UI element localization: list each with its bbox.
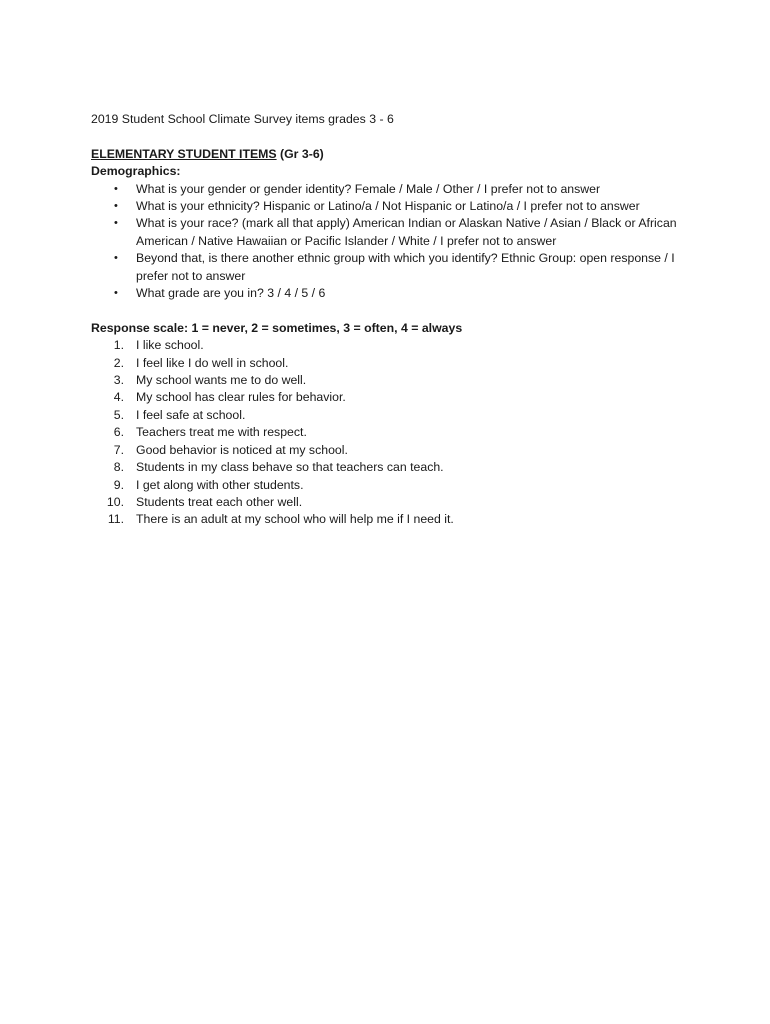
- section-heading-underlined: ELEMENTARY STUDENT ITEMS: [91, 146, 277, 161]
- item-text: There is an adult at my school who will help me if I need it.: [136, 512, 454, 527]
- item-text: My school wants me to do well.: [136, 373, 307, 388]
- item-text: My school has clear rules for behavior.: [136, 390, 346, 405]
- list-item-text: What is your ethnicity? Hispanic or Latino/a / Not Hispanic or Latino/a / I prefer not to answer: [136, 199, 640, 214]
- survey-item: [91, 511, 691, 528]
- item-text: Students in my class behave so that teachers can teach.: [136, 460, 444, 475]
- list-item-text: What is your gender or gender identity? Female / Male / Other / I prefer not to answer: [136, 181, 601, 196]
- demographics-heading: Demographics:: [91, 164, 181, 179]
- bullet-icon: •: [114, 182, 118, 195]
- survey-item: [91, 494, 691, 511]
- survey-item: [91, 442, 691, 459]
- item-text: I like school.: [136, 338, 204, 353]
- item-number: 10.: [106, 494, 124, 509]
- survey-item: [91, 337, 691, 354]
- bullet-icon: •: [114, 217, 118, 230]
- document-page: [91, 111, 691, 529]
- item-text: I feel safe at school.: [136, 407, 246, 422]
- item-text: Students treat each other well.: [136, 494, 303, 509]
- bullet-icon: •: [114, 287, 118, 300]
- item-number: 4.: [113, 390, 124, 405]
- item-number: 6.: [113, 425, 124, 440]
- survey-item: [91, 372, 691, 389]
- list-item: [91, 181, 691, 198]
- survey-item: [91, 355, 691, 372]
- item-number: 11.: [107, 512, 124, 527]
- list-item-text: Beyond that, is there another ethnic group with which you identify? Ethnic Group: open response / I prefer not to answer: [136, 251, 675, 283]
- item-number: 3.: [113, 373, 124, 388]
- list-item-text: What is your race? (mark all that apply) American Indian or Alaskan Native / Asian / Black or African American / Native Hawaiian or Pacific Islander / White / I prefer not to answer: [136, 216, 677, 248]
- item-number: 8.: [113, 460, 124, 475]
- response-scale-heading: Response scale: 1 = never, 2 = sometimes, 3 = often, 4 = always: [91, 320, 463, 335]
- list-item-text: What grade are you in? 3 / 4 / 5 / 6: [136, 286, 326, 301]
- survey-items-list: [91, 337, 691, 528]
- item-number: 9.: [113, 477, 124, 492]
- item-number: 5.: [113, 407, 124, 422]
- bullet-icon: •: [114, 252, 118, 265]
- item-number: 1.: [113, 338, 124, 353]
- survey-item: [91, 389, 691, 406]
- section-heading: [91, 146, 691, 163]
- survey-item: [91, 459, 691, 476]
- bullet-icon: •: [114, 200, 118, 213]
- survey-item: [91, 477, 691, 494]
- document-title: 2019 Student School Climate Survey items grades 3 - 6: [91, 112, 394, 126]
- item-text: Good behavior is noticed at my school.: [136, 442, 348, 457]
- item-text: I get along with other students.: [136, 477, 304, 492]
- section-heading-grade-range: (Gr 3-6): [276, 146, 324, 161]
- demographics-list: [91, 181, 691, 303]
- survey-item: [91, 407, 691, 424]
- list-item: [91, 285, 691, 302]
- item-number: 2.: [113, 355, 124, 370]
- list-item: [91, 215, 691, 250]
- item-text: Teachers treat me with respect.: [136, 425, 307, 440]
- item-number: 7.: [113, 442, 124, 457]
- list-item: [91, 250, 691, 285]
- item-text: I feel like I do well in school.: [136, 355, 289, 370]
- list-item: [91, 198, 691, 215]
- survey-item: [91, 424, 691, 441]
